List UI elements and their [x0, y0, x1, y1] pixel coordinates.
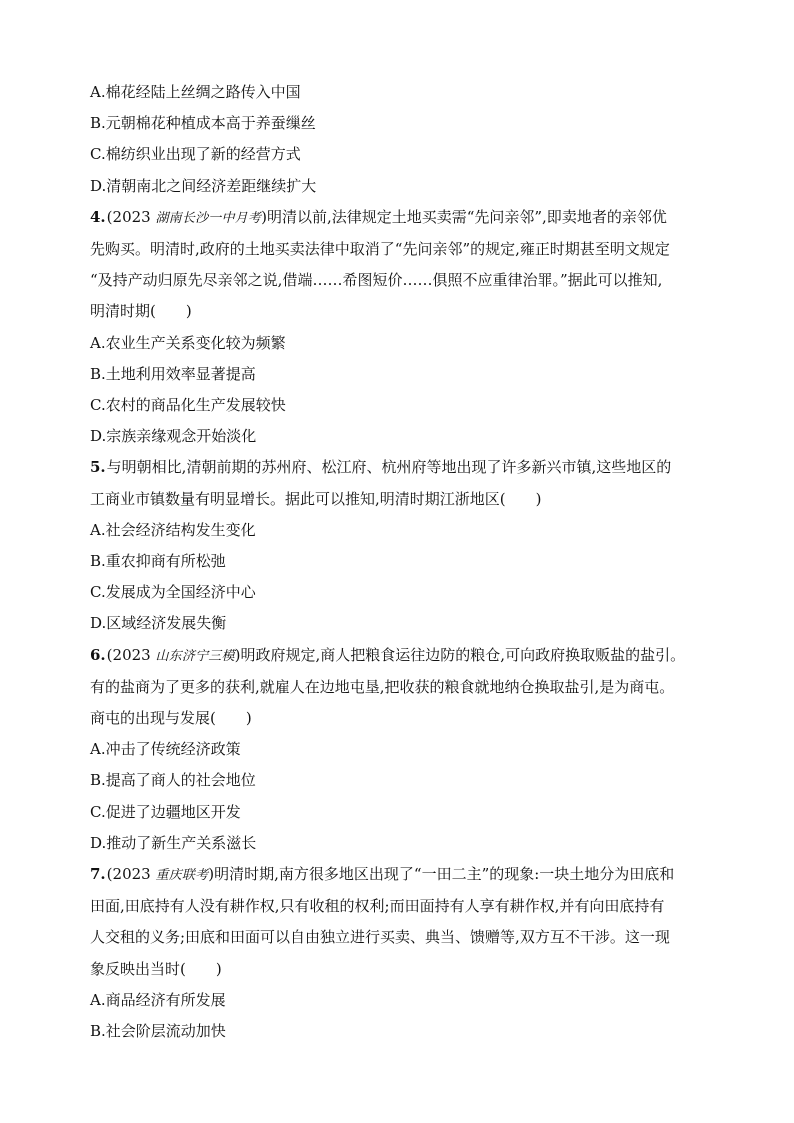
q6-stem-line-1	[90, 640, 710, 672]
question-4	[90, 202, 710, 453]
q3-option-d[interactable]: D.清朝南北之间经济差距继续扩大	[90, 176, 317, 195]
q3-option-c[interactable]: C.棉纺织业出现了新的经营方式	[90, 145, 301, 164]
q7-stem-line-1	[90, 859, 710, 891]
q5-option-d[interactable]: D.区域经济发展失衡	[90, 614, 227, 633]
q4-option-c[interactable]: C.农村的商品化生产发展较快	[90, 396, 286, 415]
q7-option-a[interactable]: A.商品经济有所发展	[90, 990, 226, 1009]
q4-stem-line-2: 先购买。明清时,政府的土地买卖法律中取消了“先问亲邻”的规定,雍正时期甚至明文规定	[90, 240, 670, 259]
question-7	[90, 859, 710, 1047]
q7-stem-text-1: 明清时期,南方很多地区出现了“一田二主”的现象:一块土地分为田底和	[214, 865, 675, 884]
question-3-options	[90, 77, 710, 202]
q5-number: 5.	[90, 458, 106, 477]
q7-source: 重庆联考	[155, 868, 209, 884]
q7-option-b[interactable]: B.社会阶层流动加快	[90, 1022, 226, 1041]
q4-stem-line-4: 明清时期( )	[90, 302, 192, 321]
q4-source: 湖南长沙一中月考	[155, 210, 262, 226]
q5-stem-line-2: 工商业市镇数量有明显增长。据此可以推知,明清时期江浙地区( )	[90, 489, 542, 508]
q6-source-close: )	[234, 645, 241, 664]
q5-option-b[interactable]: B.重农抑商有所松弛	[90, 552, 226, 571]
q6-option-c[interactable]: C.促进了边疆地区开发	[90, 802, 241, 821]
q7-stem-line-2: 田面,田底持有人没有耕作权,只有收租的权利;而田面持有人享有耕作权,并有向田底持有	[90, 897, 665, 916]
q7-stem-line-4: 象反映出当时( )	[90, 959, 222, 978]
q6-stem-line-3: 商屯的出现与发展( )	[90, 709, 252, 728]
q4-source-close: )	[261, 207, 267, 226]
q4-option-d[interactable]: D.宗族亲缘观念开始淡化	[90, 427, 257, 446]
question-6	[90, 640, 710, 859]
q6-source: 山东济宁三模	[155, 648, 235, 664]
q3-option-b[interactable]: B.元朝棉花种植成本高于养蚕缫丝	[90, 114, 316, 133]
q4-option-b[interactable]: B.土地利用效率显著提高	[90, 364, 256, 383]
q5-option-a[interactable]: A.社会经济结构发生变化	[90, 520, 256, 539]
q6-number: 6.	[90, 645, 106, 664]
q7-source-close: )	[208, 865, 215, 884]
q4-source-open: (2023	[106, 207, 156, 226]
q4-stem-text-1: 明清以前,法律规定土地买卖需“先问亲邻”,即卖地者的亲邻优	[266, 207, 667, 226]
q6-option-a[interactable]: A.冲击了传统经济政策	[90, 740, 241, 759]
q7-stem-line-3: 人交租的义务;田底和田面可以自由独立进行买卖、典当、馈赠等,双方互不干涉。这一现	[90, 928, 670, 947]
page-content	[90, 77, 710, 1047]
q6-source-open: (2023	[106, 645, 156, 664]
q5-option-c[interactable]: C.发展成为全国经济中心	[90, 583, 256, 602]
q5-stem-text-1: 与明朝相比,清朝前期的苏州府、松江府、杭州府等地出现了许多新兴市镇,这些地区的	[106, 458, 672, 477]
q6-option-d[interactable]: D.推动了新生产关系滋长	[90, 833, 257, 852]
q6-stem-line-2: 有的盐商为了更多的获利,就雇人在边地屯垦,把收获的粮食就地纳仓换取盐引,是为商屯。	[90, 677, 675, 696]
q4-stem-line-1	[90, 202, 710, 234]
q7-number: 7.	[90, 865, 106, 884]
question-5	[90, 452, 710, 639]
q6-option-b[interactable]: B.提高了商人的社会地位	[90, 771, 256, 790]
q5-stem-line-1	[90, 452, 710, 483]
q4-option-a[interactable]: A.农业生产关系变化较为频繁	[90, 333, 286, 352]
q7-source-open: (2023	[106, 865, 156, 884]
q6-stem-text-1: 明政府规定,商人把粮食运往边防的粮仓,可向政府换取贩盐的盐引。	[240, 645, 686, 664]
q4-number: 4.	[90, 207, 106, 226]
q4-stem-line-3: “及持产动归原先尽亲邻之说,借端……希图短价……俱照不应重律治罪。”据此可以推知,	[90, 271, 663, 290]
q3-option-a[interactable]: A.棉花经陆上丝绸之路传入中国	[90, 83, 301, 101]
